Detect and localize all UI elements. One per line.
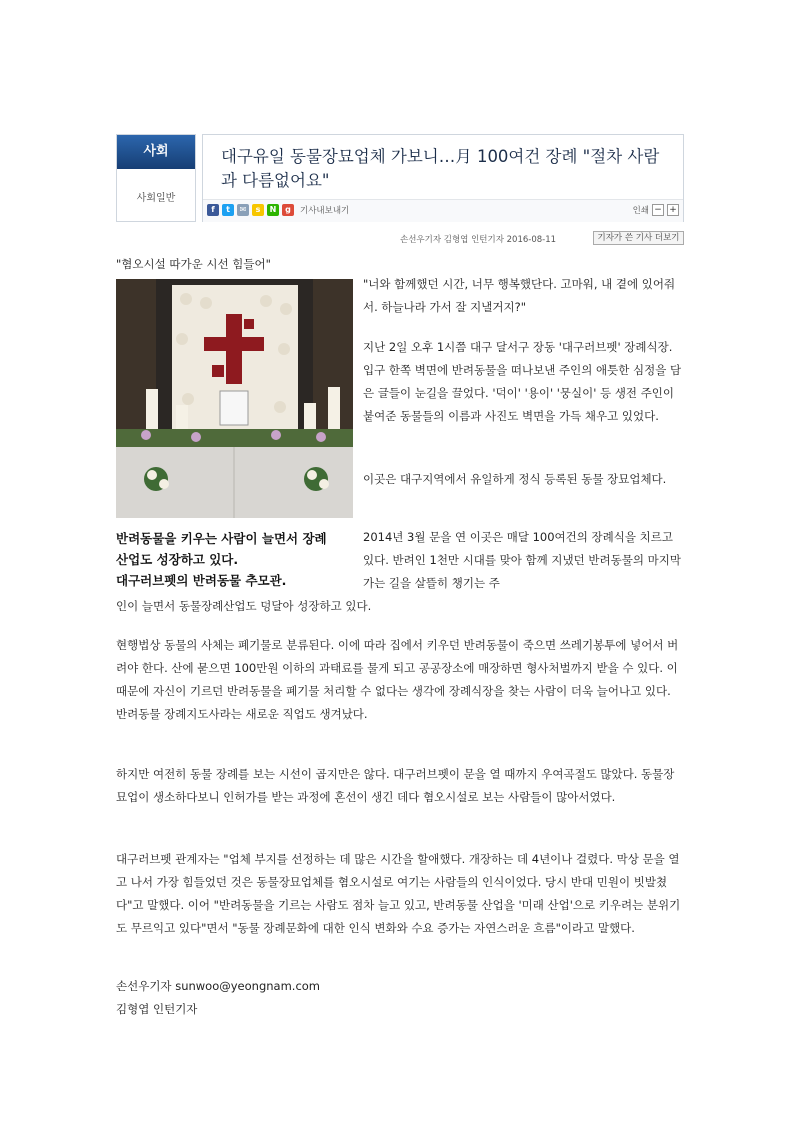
share-label[interactable]: 기사내보내기 xyxy=(300,206,350,216)
facebook-icon[interactable]: f xyxy=(207,204,219,216)
reporter-signature: 손선우기자 sunwoo@yeongnam.com xyxy=(116,979,321,993)
zoom-out-button[interactable]: − xyxy=(652,204,664,216)
share-bar xyxy=(207,204,349,216)
paragraph-4a: 2014년 3월 문을 연 이곳은 매달 100여건의 장례식을 치르고 있다. 반려인 1천만 시대를 맞아 함께 지냈던 반려동물의 마지막 가는 길을 살뜰히 챙기는 주 xyxy=(363,530,681,590)
section-box xyxy=(116,134,196,222)
section-subcategory[interactable]: 사회일반 xyxy=(136,193,176,204)
memorial-photo xyxy=(116,279,353,518)
byline: 손선우기자 김형엽 인턴기자 2016-08-11 xyxy=(400,235,557,245)
kakaostory-icon[interactable]: s xyxy=(252,204,264,216)
photo-caption xyxy=(116,528,354,591)
title-box xyxy=(202,134,684,222)
paragraph-5: 현행법상 동물의 사체는 폐기물로 분류된다. 이에 따라 집에서 키우던 반려동물이 죽으면 쓰레기봉투에 넣어서 버려야 한다. 산에 묻으면 100만원 이하의 과태료를 물게 되고 공공장소에 매장하면 형사처벌까지 받을 수 있다. 이 때문에 자신이 기르던 반려동물을 폐기물 처리할 수 없다는 생각에 장례식장을 찾는 사람이 더욱 늘어나고 있다. 반려동물 장례지도사라는 새로운 직업도 생겨났다. xyxy=(116,638,679,721)
paragraph-3: 이곳은 대구지역에서 유일하게 정식 등록된 동물 장묘업체다. xyxy=(363,472,667,486)
paragraph-2: 지난 2일 오후 1시쯤 대구 달서구 장동 '대구러브펫' 장례식장. 입구 한쪽 벽면에 반려동물을 떠나보낸 주인의 애틋한 심정을 담은 글들이 눈길을 끌었다. '덕이' '용이' '뭉실이' 등 생전 주인이 붙여준 동물들의 이름과 사진도 벽면을 가득 채우고 있었다. xyxy=(363,340,682,423)
article-title: 대구유일 동물장묘업체 가보니…月 100여건 장례 "절차 사람과 다름없어요" xyxy=(221,147,660,190)
intern-signature: 김형엽 인턴기자 xyxy=(116,1002,198,1016)
naver-icon[interactable]: N xyxy=(267,204,279,216)
article-toolbar xyxy=(203,199,683,222)
paragraph-4b: 인이 늘면서 동물장례산업도 덩달아 성장하고 있다. xyxy=(116,599,372,613)
article-header xyxy=(116,134,684,222)
caption-line-2: 산업도 성장하고 있다. xyxy=(116,552,239,567)
zoom-in-button[interactable]: + xyxy=(667,204,679,216)
caption-line-3: 대구러브펫의 반려동물 추모관. xyxy=(116,573,287,588)
paragraph-7: 대구러브펫 관계자는 "업체 부지를 선정하는 데 많은 시간을 할애했다. 개장하는 데 4년이나 걸렸다. 막상 문을 열고 나서 가장 힘들었던 것은 동물장묘업체를 혐오시설로 여기는 사람들의 인식이었다. 당시 반대 민원이 빗발쳤다"고 말했다. 이어 "반려동물을 기르는 사람도 점차 늘고 있고, 반려동물 산업을 '미래 산업'으로 키우려는 분위기도 무르익고 있다"면서 "동물 장례문화에 대한 인식 변화와 수요 증가는 자연스러운 흐름"이라고 말했다. xyxy=(116,852,681,935)
print-button[interactable]: 인쇄 xyxy=(632,206,649,216)
twitter-icon[interactable]: t xyxy=(222,204,234,216)
share-icon[interactable]: ✉ xyxy=(237,204,249,216)
more-articles-button[interactable]: 기자가 쓴 기사 더보기 xyxy=(593,231,684,245)
section-tab[interactable]: 사회 xyxy=(117,135,195,169)
caption-line-1: 반려동물을 키우는 사람이 늘면서 장례 xyxy=(116,531,327,546)
google-plus-icon[interactable]: g xyxy=(282,204,294,216)
paragraph-1: "너와 함께했던 시간, 너무 행복했단다. 고마워, 내 곁에 있어줘서. 하늘나라 가서 잘 지낼거지?" xyxy=(363,277,676,314)
paragraph-6: 하지만 여전히 동물 장례를 보는 시선이 곱지만은 않다. 대구러브펫이 문을 열 때까지 우여곡절도 많았다. 동물장묘업이 생소하다보니 인허가를 받는 과정에 혼선이 생긴 데다 혐오시설로 보는 사람들이 많아서였다. xyxy=(116,767,675,804)
subheading: "혐오시설 따가운 시선 힘들어" xyxy=(116,257,271,271)
